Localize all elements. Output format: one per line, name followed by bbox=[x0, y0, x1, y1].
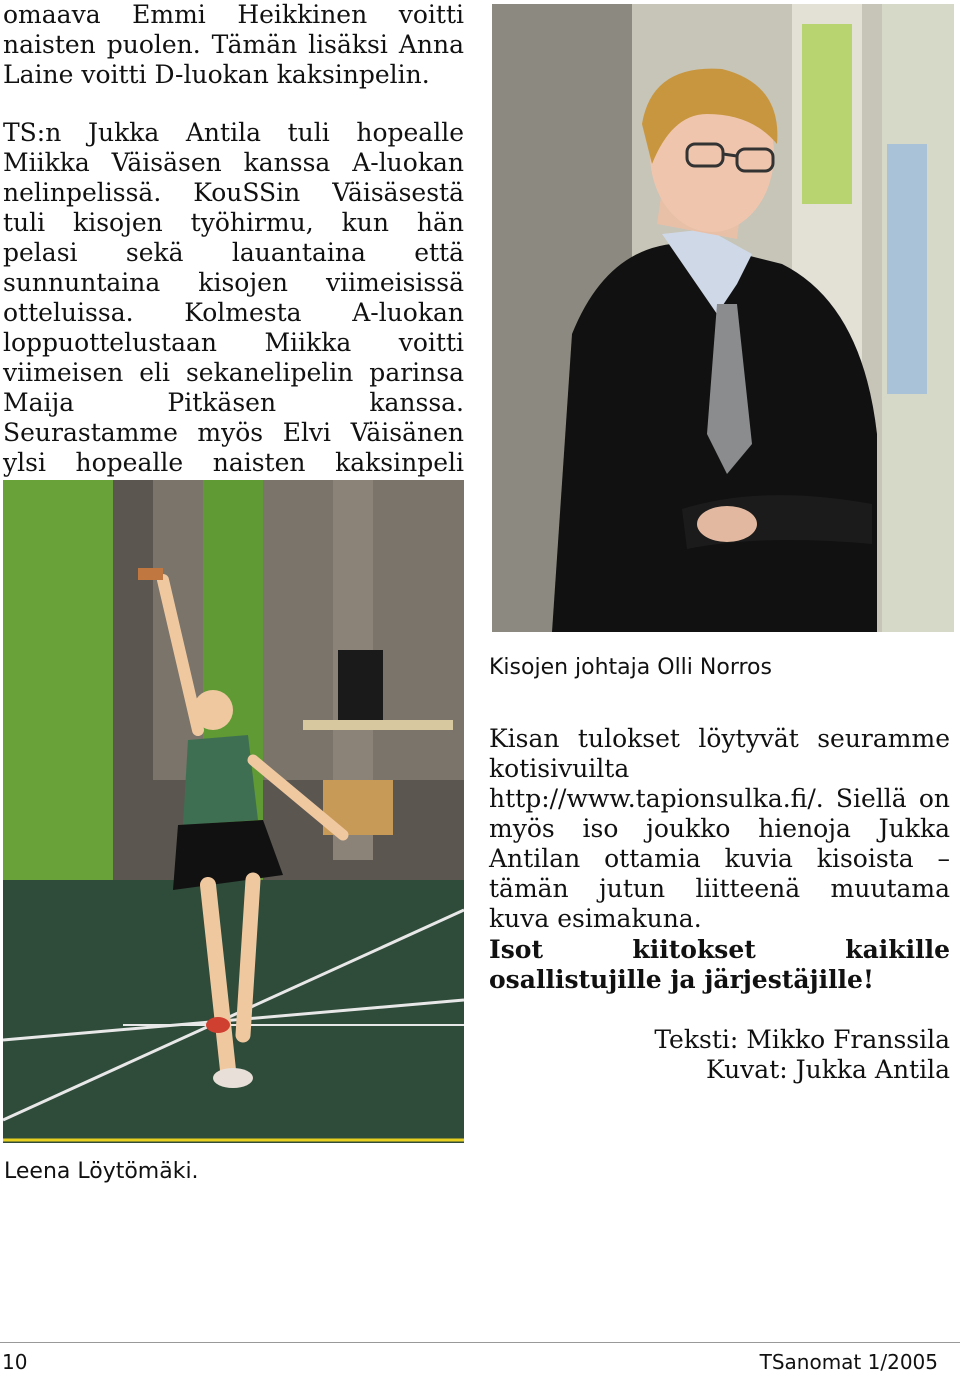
article-credits bbox=[654, 1025, 950, 1085]
text-credit: Teksti: Mikko Franssila bbox=[654, 1025, 950, 1054]
article-closing-thanks: Isot kiitokset kaikille osallistujille ja järjestäjille! bbox=[489, 935, 950, 994]
director-photo-caption: Kisojen johtaja Olli Norros bbox=[489, 655, 772, 680]
tournament-director-photo bbox=[492, 4, 954, 632]
badminton-photo-caption: Leena Löytömäki. bbox=[4, 1159, 199, 1184]
footer-divider bbox=[0, 1342, 960, 1343]
photo-credit: Kuvat: Jukka Antila bbox=[705, 1055, 950, 1084]
badminton-player-photo bbox=[3, 480, 464, 1143]
page-number: 10 bbox=[2, 1350, 28, 1374]
article-paragraph-1: omaava Emmi Heikkinen voitti naisten puolen. Tämän lisäksi Anna Laine voitti D-luokan kaksinpelin. bbox=[3, 0, 464, 89]
article-paragraph-2: TS:n Jukka Antila tuli hopealle Miikka Väisäsen kanssa A-luokan nelinpelissä. KouSSin Väisäsestä tuli kisojen työhirmu, kun hän pelasi sekä lauantaina että sunnuntaina kisojen viimeisissä otteluissa. Kolmesta A-luokan loppuottelustaan Miikka voitti viimeisen eli sekanelipelin parinsa Maija Pitkäsen kanssa. Seurastamme myös Elvi Väisänen ylsi hopealle naisten kaksinpeli bbox=[3, 118, 464, 477]
article-paragraph-3: Kisan tulokset löytyvät seuramme kotisivuilta http://www.tapionsulka.fi/. Siellä on myös iso joukko hienoja Jukka Antilan ottamia kuvia kisoista – tämän jutun liitteenä muutama kuva esimakuna. bbox=[489, 724, 950, 933]
publication-issue: TSanomat 1/2005 bbox=[759, 1350, 938, 1374]
